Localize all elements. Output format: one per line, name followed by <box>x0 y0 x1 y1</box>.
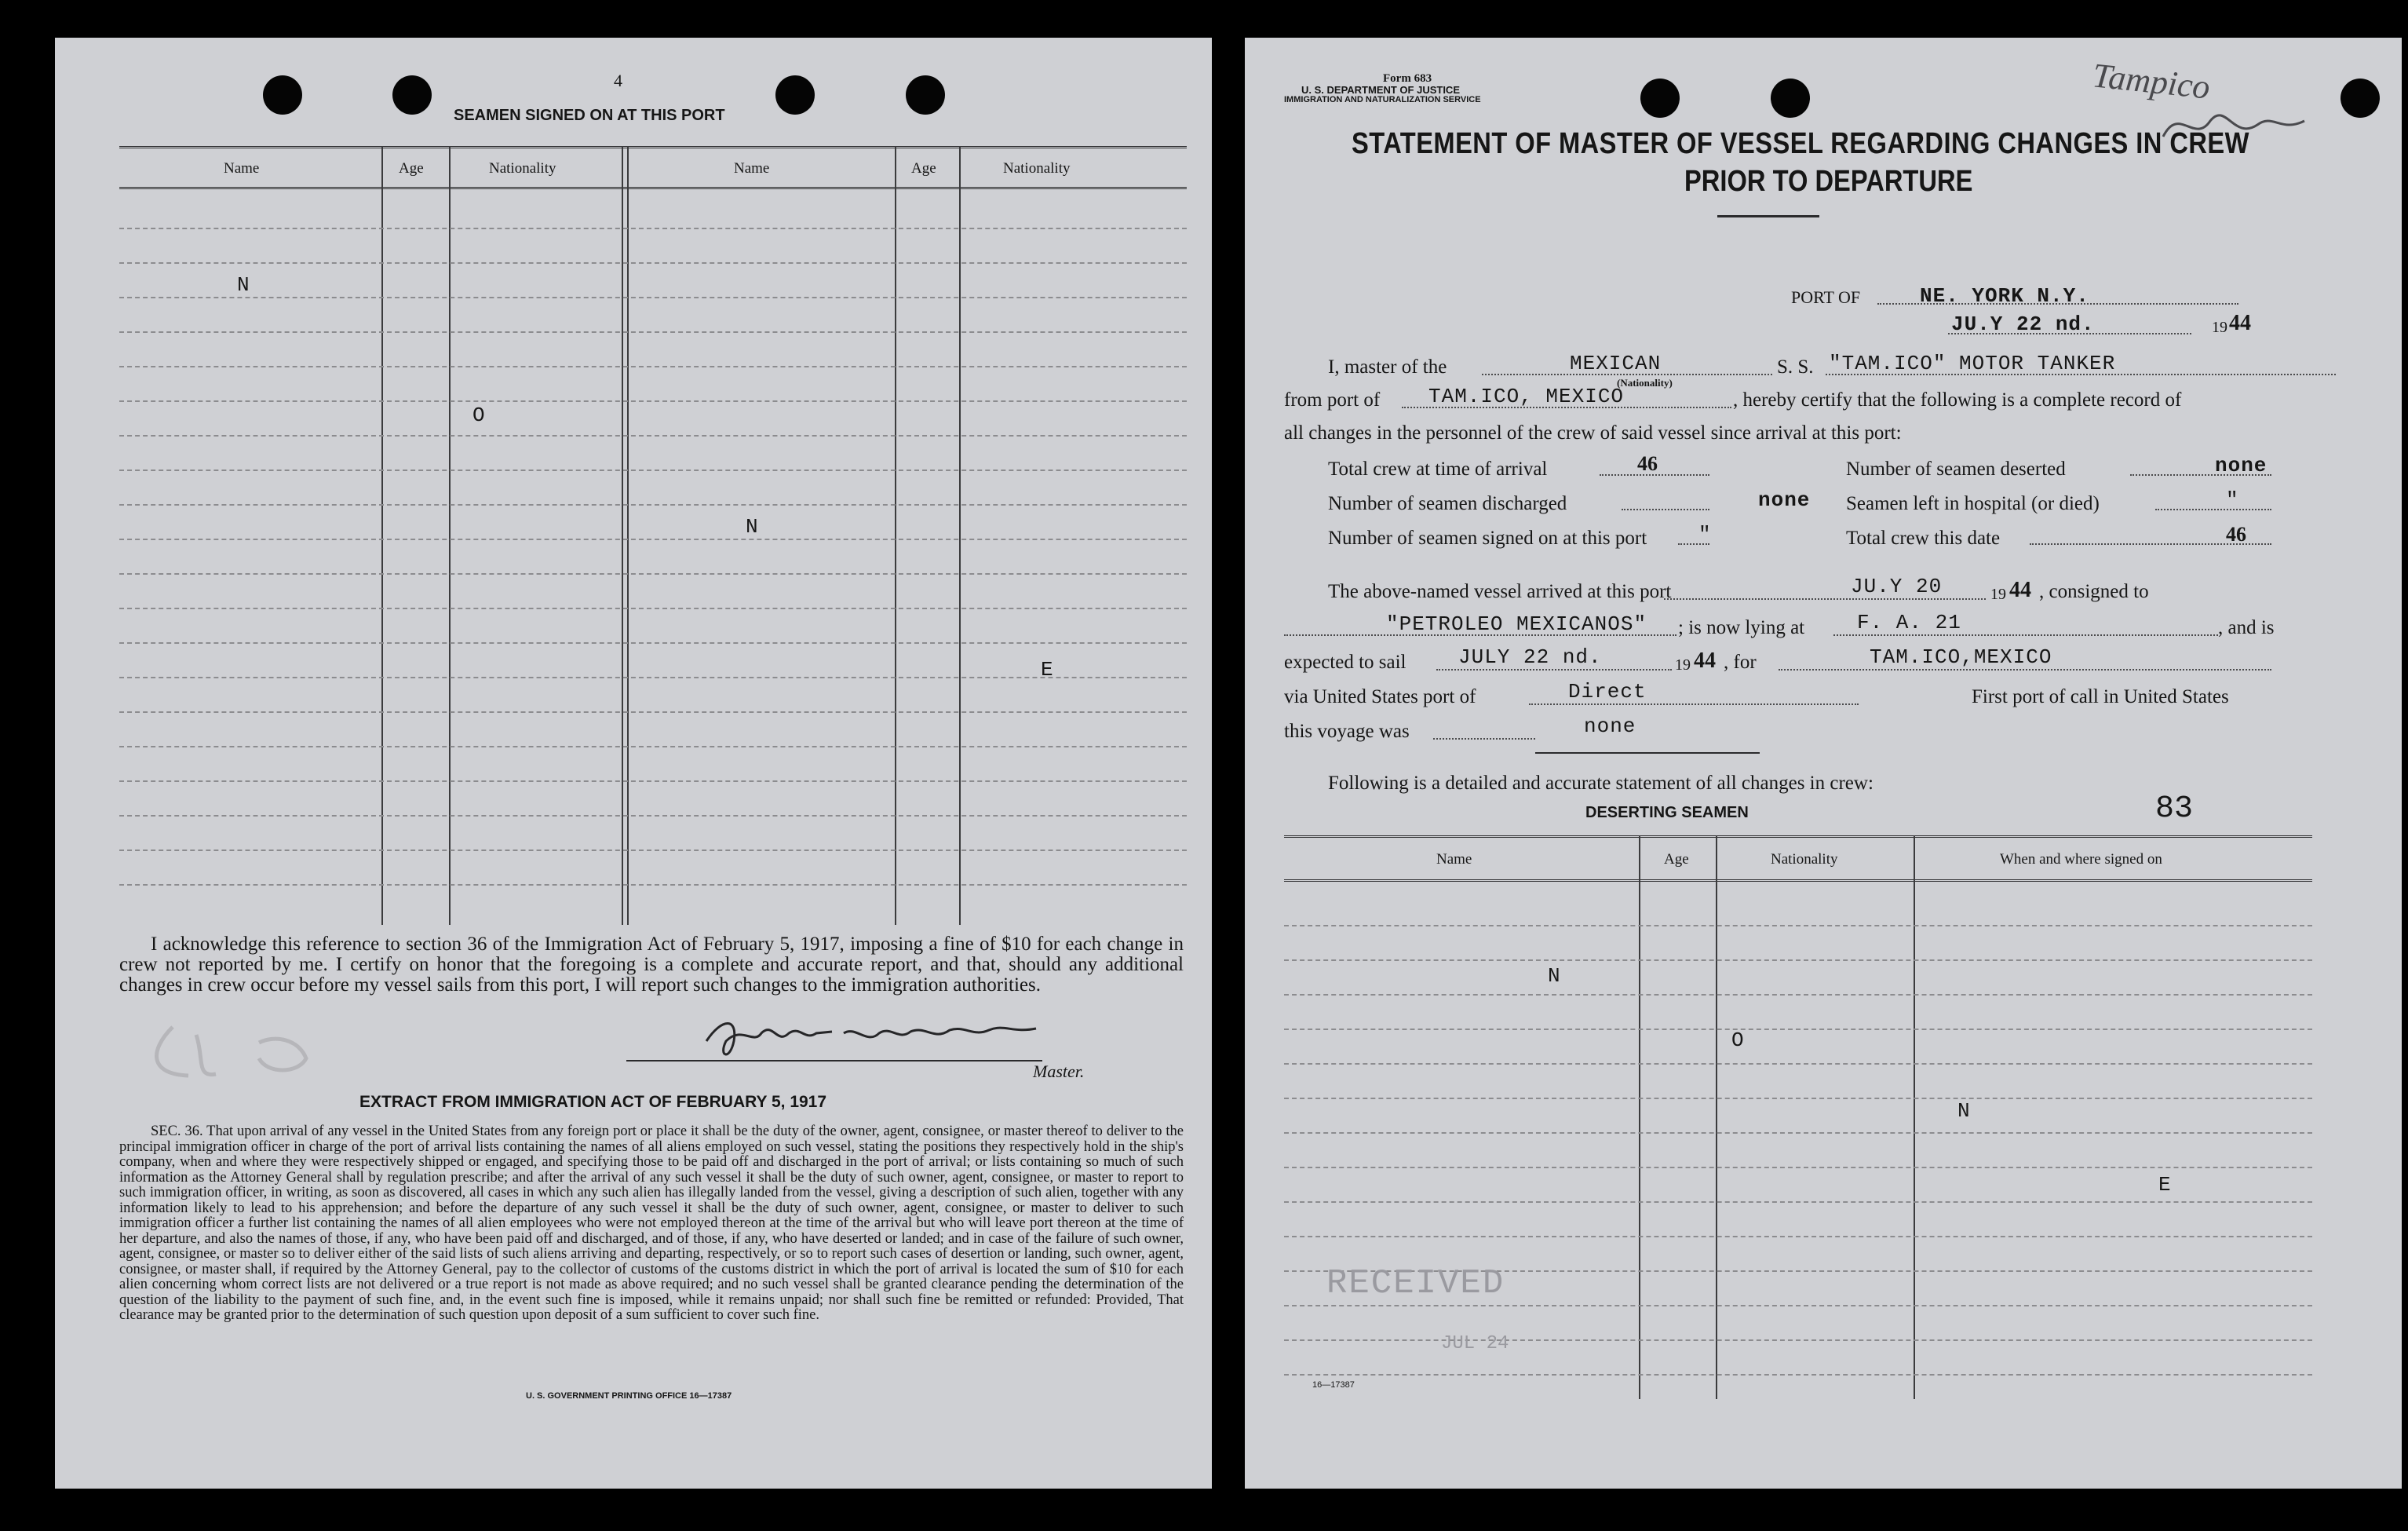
via-value: Direct <box>1568 680 1647 703</box>
punch-hole <box>906 75 945 115</box>
via-label: via United States port of <box>1284 686 1476 707</box>
consigned-label: , consigned to <box>2039 581 2149 602</box>
voyage-label: this voyage was <box>1284 721 1410 742</box>
extract-title: EXTRACT FROM IMMIGRATION ACT OF FEBRUARY 5, 1917 <box>359 1093 827 1111</box>
sail-year: 44 <box>1694 649 1716 673</box>
col-header-name-2: Name <box>734 160 770 177</box>
year-prefix: 19 <box>2212 319 2227 336</box>
consignee-value: "PETROLEO MEXICANOS" <box>1386 612 1647 636</box>
and-is-label: , and is <box>2218 617 2275 638</box>
vessel-value: "TAM.ICO" MOTOR TANKER <box>1829 352 2116 375</box>
punch-hole <box>775 75 815 115</box>
table-row <box>1284 959 2312 961</box>
for-label: , for <box>1724 652 1757 673</box>
table-row <box>119 331 1187 333</box>
col-header-nationality: Nationality <box>489 160 556 177</box>
certify-text: , hereby certify that the following is a complete record of <box>1733 389 2182 411</box>
table-row <box>119 504 1187 506</box>
nationality-value: MEXICAN <box>1570 352 1662 375</box>
table-row <box>1284 1029 2312 1030</box>
deserting-table-header-rule <box>1284 879 2312 882</box>
voyage-fill-line <box>1433 738 1535 740</box>
table-row <box>1284 994 2312 996</box>
table-row <box>1284 1098 2312 1099</box>
deserting-col-name: Name <box>1436 851 1472 868</box>
table-top-rule <box>119 146 1187 148</box>
lying-fill-line <box>1833 634 2218 636</box>
via-fill-line <box>1529 703 1859 705</box>
col-divider <box>1914 835 1915 1399</box>
deserted-value: none <box>2215 454 2268 477</box>
form-title-line2: PRIOR TO DEPARTURE <box>1684 165 1973 198</box>
arrived-date: JU.Y 20 <box>1851 575 1943 598</box>
table-row <box>119 435 1187 437</box>
table-row <box>119 366 1187 367</box>
deserted-label: Number of seamen deserted <box>1846 459 2066 480</box>
from-port-value: TAM.ICO, MEXICO <box>1428 385 1625 408</box>
punch-hole <box>1771 79 1810 118</box>
lying-value: F. A. 21 <box>1857 611 1961 634</box>
voyage-rule <box>1535 752 1760 754</box>
stat-fill <box>2155 509 2271 510</box>
faded-stamp-mark <box>141 1011 392 1090</box>
col-header-nationality-2: Nationality <box>1003 160 1071 177</box>
form-title-line1: STATEMENT OF MASTER OF VESSEL REGARDING CHANGES IN CREW <box>1352 127 2249 160</box>
discharged-value: none <box>1758 488 1811 512</box>
sail-date: JULY 22 nd. <box>1458 645 1602 669</box>
received-stamp-date: JUL 24 <box>1441 1333 1509 1354</box>
total-crew-date-value: 46 <box>2226 523 2246 546</box>
lying-label: ; is now lying at <box>1678 617 1805 638</box>
ditto-mark: N <box>1957 1099 1971 1123</box>
ditto-mark: E <box>2158 1173 2172 1197</box>
table-row <box>119 780 1187 782</box>
total-crew-date-label: Total crew this date <box>1846 528 2001 549</box>
following-text: Following is a detailed and accurate statement of all changes in crew: <box>1328 773 1873 794</box>
table-row <box>1284 1132 2312 1134</box>
printing-office: U. S. GOVERNMENT PRINTING OFFICE 16—17387 <box>526 1391 732 1401</box>
table-row <box>119 262 1187 264</box>
table-row <box>1284 1201 2312 1203</box>
col-header-age: Age <box>399 160 424 177</box>
punch-hole <box>1640 79 1680 118</box>
punch-hole <box>392 75 432 115</box>
sail-fill-line <box>1436 669 1672 670</box>
table-row <box>119 297 1187 298</box>
table-row <box>1284 1374 2312 1376</box>
table-row <box>119 815 1187 817</box>
ss-label: S. S. <box>1777 356 1814 378</box>
col-divider <box>1716 835 1717 1399</box>
first-port-label: First port of call in United States <box>1972 686 2229 707</box>
total-crew-arrival-value: 46 <box>1637 452 1658 475</box>
port-label: PORT OF <box>1791 287 1861 307</box>
hospital-value: " <box>2226 488 2239 512</box>
footer-code: 16—17387 <box>1312 1380 1355 1390</box>
col-divider <box>1639 835 1640 1399</box>
port-value: NE. YORK N.Y. <box>1920 284 2089 308</box>
signed-on-value: " <box>1698 523 1712 546</box>
stat-fill <box>1622 509 1709 510</box>
table-row <box>119 539 1187 540</box>
date-value: JU.Y 22 nd. <box>1951 312 2095 336</box>
title-rule <box>1717 215 1819 217</box>
total-crew-arrival-label: Total crew at time of arrival <box>1328 459 1548 480</box>
arrived-label: The above-named vessel arrived at this port <box>1328 581 1672 602</box>
received-stamp: RECEIVED <box>1326 1264 1505 1303</box>
ditto-mark: O <box>1731 1029 1745 1052</box>
deserting-col-nationality: Nationality <box>1771 851 1838 868</box>
table-row <box>119 850 1187 851</box>
table-row <box>1284 1167 2312 1168</box>
discharged-label: Number of seamen discharged <box>1328 493 1567 514</box>
signed-on-label: Number of seamen signed on at this port <box>1328 528 1647 549</box>
table-header-rule <box>119 187 1187 189</box>
extract-body: SEC. 36. That upon arrival of any vessel in the United States from any foreign port or place it shall be the duty of the owner, agent, consignee, or master thereof to deliver to the principal immigration officer in charge of the port of arrival lists containing the names of all aliens employed on such vessel, stating the positions they respectively hold in the ship's company, when and where they were respectively shipped or engaged, and specifying those to be paid off and discharged in the port of arrival; or lists containing so much of such information as the Attorney General shall by regulation prescribe; and after the arrival of any such vessel it shall be the duty of such owner, agent, consignee, or master to report to such immigration officer, in writing, as soon as discovered, all cases in which any such alien has illegally landed from the vessel, giving a description of such alien, together with any information likely to lead to his apprehension; and before the departure of any such vessel it shall be the duty of such owner, agent, consignee, or master to deliver to such immigration officer a further list containing the names of all alien employees who were not employed thereon at the time of the arrival but who will leave port thereon at the time of her departure, and also the names of those, if any, who have been paid off and discharged, and of those, if any, who have deserted or landed; and in case of the failure of such owner, agent, consignee, or master so to deliver either of the said lists of such aliens arriving and departing, respectively, or so to report such cases of desertion or landing, such owner, agent, consignee, or master shall, if required by the Attorney General, pay to the collector of customs of the customs district in which the port of arrival is located the sum of $10 for each alien concerning whom correct lists are not delivered or a true report is not made as above required; and no such vessel shall be granted clearance pending the determination of the question of the liability to the payment of such fine, and, in the event such fine is imposed, while it remains unpaid; nor shall such fine be remitted or refunded: Provided, That clearance may be granted prior to the determination of such question upon deposit of a sum sufficient to cover such fine. <box>119 1124 1184 1323</box>
table-row <box>119 573 1187 575</box>
table-row <box>1284 925 2312 926</box>
form-number: Form 683 <box>1383 72 1432 85</box>
right-page <box>1245 38 2402 1489</box>
table-row <box>119 746 1187 747</box>
from-port-label: from port of <box>1284 389 1381 411</box>
section-title: SEAMEN SIGNED ON AT THIS PORT <box>454 107 725 124</box>
sail-label: expected to sail <box>1284 652 1406 673</box>
table-row <box>1284 1305 2312 1306</box>
master-label: Master. <box>1033 1061 1085 1081</box>
col-header-name: Name <box>224 160 260 177</box>
deserting-col-signed-on: When and where signed on <box>2000 851 2162 868</box>
table-row <box>119 711 1187 713</box>
master-signature <box>699 1010 1044 1065</box>
deserting-title: DESERTING SEAMEN <box>1585 804 1749 821</box>
table-row <box>119 470 1187 471</box>
left-page <box>55 38 1212 1489</box>
deserting-table-top <box>1284 835 2312 838</box>
table-row <box>119 884 1187 886</box>
table-row <box>119 228 1187 229</box>
for-fill-line <box>1779 669 2271 670</box>
for-value: TAM.ICO,MEXICO <box>1870 645 2052 669</box>
nationality-caption: (Nationality) <box>1617 377 1673 389</box>
year-value: 44 <box>2229 311 2251 335</box>
table-row <box>1284 1339 2312 1341</box>
table-row <box>119 608 1187 609</box>
ditto-mark: O <box>472 404 486 427</box>
ditto-mark: E <box>1041 658 1054 681</box>
table-row <box>1284 1236 2312 1237</box>
sail-year-prefix: 19 <box>1675 656 1691 674</box>
hospital-label: Seamen left in hospital (or died) <box>1846 493 2100 514</box>
deserting-col-age: Age <box>1664 851 1689 868</box>
master-of-label: I, master of the <box>1328 356 1447 378</box>
table-row <box>119 677 1187 678</box>
arrived-fill-line <box>1664 598 1986 600</box>
handwritten-note: Tampico <box>2090 56 2213 107</box>
acknowledgement-text: I acknowledge this reference to section 36 of the Immigration Act of February 5, 1917, imposing a fine of $10 for each change in crew not reported by me. I certify on honor that the foregoing is a complete and accurate report, and that, should any additional changes in crew occur before my vessel sails from this port, I will report such changes to the immigration authorities. <box>119 934 1184 996</box>
table-row <box>119 642 1187 644</box>
ditto-mark: N <box>746 515 759 539</box>
department: U. S. DEPARTMENT OF JUSTICE <box>1301 84 1460 96</box>
page-number: 4 <box>614 71 622 90</box>
service: IMMIGRATION AND NATURALIZATION SERVICE <box>1284 95 1481 104</box>
table-row <box>119 400 1187 402</box>
table-row <box>1284 1063 2312 1065</box>
ditto-mark: N <box>1548 964 1561 988</box>
ditto-mark: N <box>237 273 250 297</box>
certify-text-2: all changes in the personnel of the crew of said vessel since arrival at this port: <box>1284 422 1902 444</box>
arrived-year-prefix: 19 <box>1990 586 2006 603</box>
voyage-value: none <box>1584 714 1636 738</box>
punch-hole <box>263 75 302 115</box>
signature-line <box>626 1060 1042 1061</box>
arrived-year: 44 <box>2009 578 2031 602</box>
col-header-age-2: Age <box>911 160 936 177</box>
page-mark: 83 <box>2155 791 2194 827</box>
punch-hole <box>2341 79 2380 118</box>
